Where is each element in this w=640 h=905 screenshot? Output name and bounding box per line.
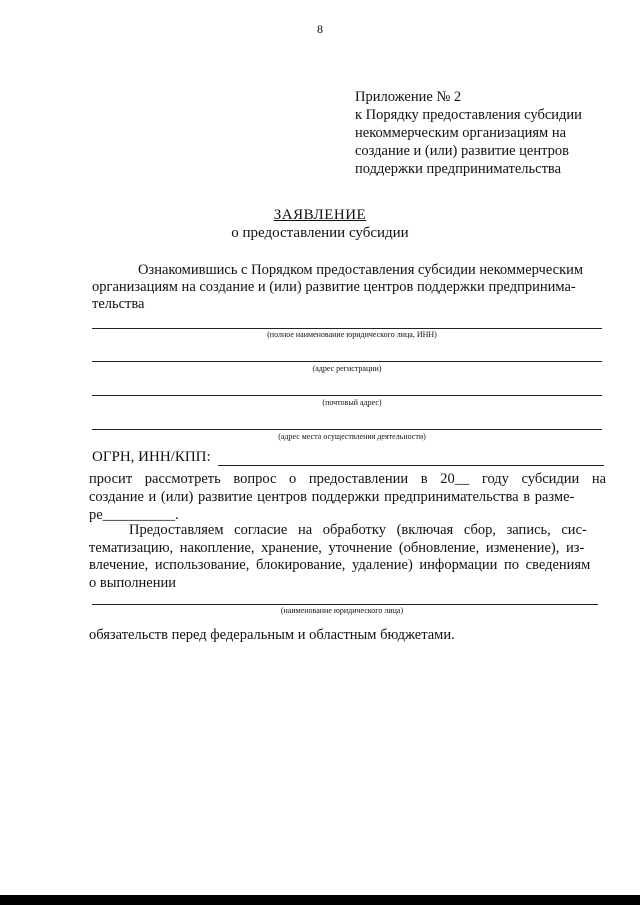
- request-paragraph: [89, 470, 609, 524]
- intro-line-1: Ознакомившись с Порядком предоставления субсидии некоммерческим: [138, 262, 584, 278]
- postal-address-field[interactable]: [92, 395, 602, 396]
- organization-name-caption: (наименование юридического лица): [280, 606, 404, 615]
- full-name-caption: (полное наименование юридического лица, ИНН): [267, 330, 437, 339]
- organization-name-field[interactable]: [92, 604, 598, 605]
- full-name-field[interactable]: [92, 328, 602, 329]
- postal-address-caption: (почтовый адрес): [322, 398, 382, 407]
- registration-address-caption: (адрес регистрации): [312, 364, 382, 373]
- intro-line-3: тельства: [92, 296, 145, 312]
- consent-line-3: влечение, использование, блокирование, удаление) информации по сведениям: [89, 557, 591, 573]
- intro-line-2: организациям на создание и (или) развитие центров поддержки предпринима-: [92, 279, 576, 295]
- appendix-line-4: создание и (или) развитие центров: [355, 143, 569, 159]
- request-line-3: ре__________.: [89, 507, 179, 523]
- activity-address-caption: (адрес места осуществления деятельности): [278, 432, 426, 441]
- title-sub: о предоставлении субсидии: [231, 225, 409, 241]
- document-title: [0, 207, 640, 242]
- request-line-1: просит рассмотреть вопрос о предоставлении в 20__ году субсидии на: [89, 471, 607, 487]
- page-number: 8: [317, 22, 323, 36]
- consent-paragraph: [89, 522, 611, 592]
- appendix-line-2: к Порядку предоставления субсидии: [355, 107, 582, 123]
- activity-address-field[interactable]: [92, 429, 602, 430]
- request-line-2: создание и (или) развитие центров поддержки предпринимательства в разме-: [89, 489, 575, 505]
- appendix-header: [355, 88, 582, 178]
- consent-line-4: о выполнении: [89, 574, 176, 591]
- title-main: ЗАЯВЛЕНИЕ: [273, 207, 367, 223]
- consent-line-1: Предоставляем согласие на обработку (включая сбор, запись, сис-: [129, 522, 587, 538]
- appendix-line-5: поддержки предпринимательства: [355, 161, 562, 177]
- ogrn-label: ОГРН, ИНН/КПП:: [92, 449, 211, 465]
- registration-address-field[interactable]: [92, 361, 602, 362]
- appendix-line-3: некоммерческим организациям на: [355, 125, 567, 141]
- ogrn-field[interactable]: [218, 465, 604, 466]
- scan-bottom-border: [0, 895, 640, 905]
- intro-paragraph: [92, 262, 608, 313]
- closing-line: обязательств перед федеральным и областным бюджетами.: [89, 627, 455, 643]
- appendix-line-1: Приложение № 2: [355, 89, 462, 105]
- consent-line-2: тематизацию, накопление, хранение, уточнение (обновление, изменение), из-: [89, 539, 585, 556]
